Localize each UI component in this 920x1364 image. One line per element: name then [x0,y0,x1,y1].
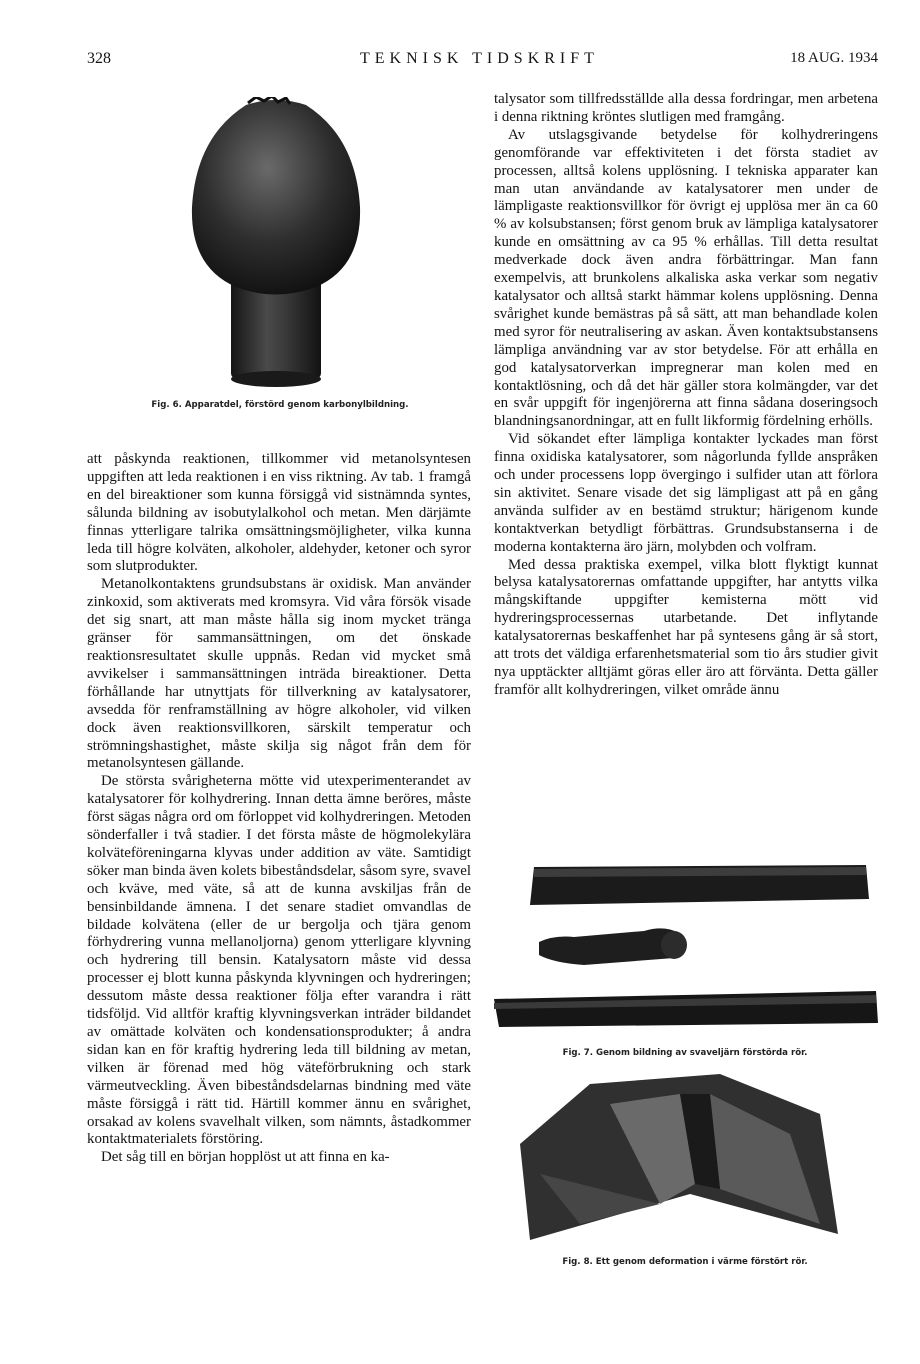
paragraph: talysator som tillfredsställde alla dessa fordringar, men arbetena i denna riktning kröntes slutligen med framgång. [494,91,878,125]
right-text-column [494,91,878,700]
figure-8-photo [520,1074,846,1247]
paragraph: Av utslagsgivande betydelse för kolhydreringens genomförande var effektiviteten i det första stadiet av processen, alltså kolens upplösning. I tekniska apparater kan man utan användande av katalysatorer men under de lämpligaste reaktionsvillkor för övrigt ej upplösa mer än ca 60 % av kolsubstansen; först genom bruk av lämpliga katalysatorer kunde en omsättning av ca 95 % erhållas. Till detta resultat medverkade dock även andra förbättringar. Man fann exempelvis, att brunkolens alkaliska aska verkar som negativ katalysator och alltså starkt hämmar kolens upplösning. Denna svårighet kunde bemästras på så sätt, att man behandlade kolen med syror för neutralisering av askan. Även kontaktsubstansens lämpliga användning var av stor betydelse. För att erhålla en god katalysatorverkan impregnerar man kolen med en kontaktlösning, och då det här gäller stora kolmängder, var det en svår uppgift för ingenjörerna att finna sådana doseringsoch blandningsanordningar, att en fullt likformig fördelning erhölls. [494,126,878,430]
page-header [87,50,878,74]
journal-title: TEKNISK TIDSKRIFT [360,50,599,67]
paragraph: Vid sökandet efter lämpliga kontakter lyckades man först finna oxidiska katalysatorer, som någorlunda fyllde anspråken och under processens lopp övergingo i sulfider utan att förlora sin aktivitet. Senare visade det sig lämpligast att på en gång använda sulfider av en bestämd struktur; härigenom kunde kontaktverkan betydligt förbättras. Grundsubstanserna i de moderna kontakterna äro järn, molybden och volfram. [494,431,878,555]
figure-8-illustration [520,1074,846,1247]
figure-7-illustration [494,855,881,1040]
page-number: 328 [87,50,111,67]
paragraph: Det såg till en början hopplöst ut att finna en ka- [101,1149,390,1166]
paragraph: De största svårigheterna mötte vid utexperimenterandet av katalysatorer för kolhydrering. Innan detta ämne beröres, måste först sägas några ord om förloppet vid kolhydreringen. Metoden sönderfaller i två stadier. I det första måste de högmolekylära kolväteföreningarna klyvas under addition av väte. Samtidigt söker man binda även kolets bibeståndsdelar, såsom syre, svavel och kväve, med väte, så att de kunna avskiljas från de bensinbildande ämnena. I det senare stadiet omvandlas de bildade kolvätena (eller de ur bergolja och tjära genom förhydrering vunna mellanoljorna) genom ytterligare klyvning och hydrering till bensin. Katalysatorn måste vid dessa processer ej blott kunna påskynda klyvningen och hydreringen; dessutom måste dessa reaktioner följa efter varandra i rätt tidsföljd. Vid alltför kraftig klyvningsverkan inträder bildandet av omättade kolväten och kondensationsprodukter; å andra sidan kan en för kraftig hydrering leda till bildning av metan, vilken är förenad med hög väteförbrukning och stark värmeutveckling. Även bibeståndsdelarnas bindning med väte måste försiggå i rätt tid. Härtill kommer ännu en svårighet, orsakad av kolens svavelhalt vilken, som nämnts, åstadkommer kontaktmaterialets förstöring. [87,773,471,1148]
figure-6-photo [186,97,366,389]
figure-7-caption: Fig. 7. Genom bildning av svaveljärn förstörda rör. [562,1048,808,1058]
paragraph: Med dessa praktiska exempel, vilka blott flyktigt kunnat belysa katalysatorernas omfattande uppgifter, har antytts vilka mångskiftande uppgifter kemisterna mött vid hydreringsprocessernas utarbetande. Det inflytande katalysatorernas beskaffenhet har på syntesens gång är så stort, att trots det väldiga erfarenhetsmaterial som tio års studier givit nya upptäckter alltjämt göras eller äro att förvänta. Detta gäller framför allt kolhydreringen, vilket område ännu [494,556,878,698]
figure-6-illustration [186,97,366,389]
paragraph: att påskynda reaktionen, tillkommer vid metanolsyntesen uppgiften att leda reaktionen i en viss riktning. Av tab. 1 framgå en del bireaktioner som kunna försiggå vid sistnämnda syntes, sålunda bildning av isobutylalkohol och metan. Men därjämte finnas ytterligare talrika omsättningsmöjligheter, vilka kunna leda till högre kolväten, alkoholer, aldehyder, ketoner och syror som slutprodukter. [87,451,471,575]
paragraph: Metanolkontaktens grundsubstans är oxidisk. Man använder zinkoxid, som aktiverats med kromsyra. Vid våra försök visade det sig snart, att man måste hålla sig inom mycket tränga gränser för sammansättningen, om det önskade reaktionsresultatet skulle uppnås. Redan vid mycket små avvikelser i sammansättningen inträda bireaktioner. Detta förhållande har utnyttjats för tillverkning av katalysatorer, avsedda för renframställning av högre alkoholer, vid vilken dock även reaktionsvillkoren, särskilt temperatur och strömningshastighet, måste skilja sig något från dem för metanolsyntesen gällande. [87,576,471,772]
figure-8-caption: Fig. 8. Ett genom deformation i värme förstört rör. [562,1257,808,1267]
issue-date: 18 AUG. 1934 [790,50,878,66]
left-text-column [87,451,471,1167]
figure-7-photo [494,855,881,1040]
figure-6-caption: Fig. 6. Apparatdel, förstörd genom karbonylbildning. [151,400,409,410]
